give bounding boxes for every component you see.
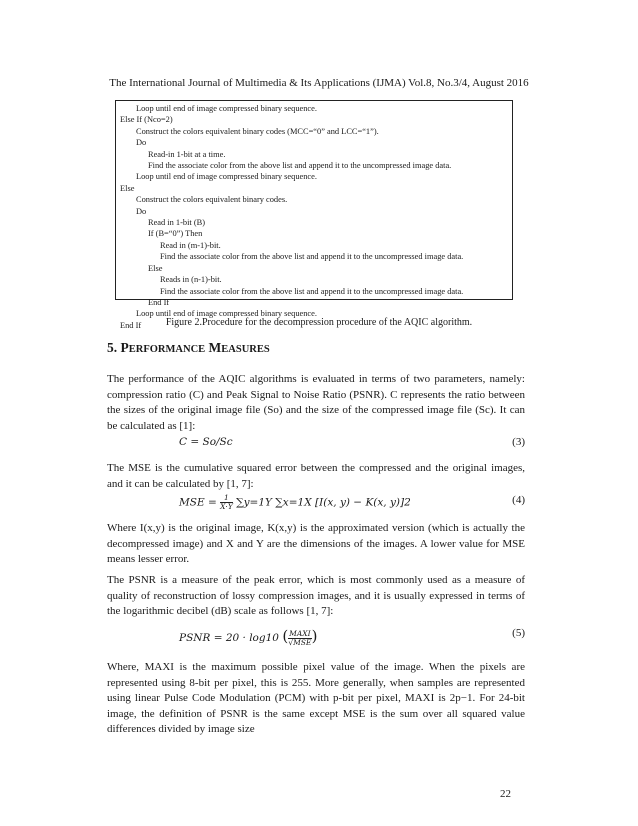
page-number: 22 [500,788,511,800]
algorithm-line: Find the associate color from the above list and append it to the uncompressed image data. [160,286,464,296]
journal-header: The International Journal of Multimedia & Its Applications (IJMA) Vol.8, No.3/4, August 2016 [109,77,529,89]
section-heading: 5. PERFORMANCE MEASURES [107,340,270,355]
algorithm-line: Construct the colors equivalent binary codes. [136,195,288,205]
algorithm-line: Find the associate color from the above list and append it to the uncompressed image data. [160,252,464,262]
equation-3 [107,436,525,456]
paragraph-compression-ratio: The performance of the AQIC algorithms is evaluated in terms of two parameters, namely: compression ratio (C) and Peak Signal to Noise Ratio (PSNR). C represents the ratio between the sizes of the original image file (So) and the size of the compressed image file (Sc). It can be calculated as [1]: [107,373,525,432]
figure-caption: Figure 2.Procedure for the decompression procedure of the AQIC algorithm. [165,317,473,328]
equation-4-number: (4) [512,494,525,506]
paragraph-mse: The MSE is the cumulative squared error between the compressed and the original images, and it can be calculated by [1, 7]: [107,462,525,490]
paragraph-where-ixy: Where I(x,y) is the original image, K(x,y) is the approximated version (which is actually the decompressed image) and X and Y are the dimensions of the images. A lower value for MSE means lesser error. [107,522,525,566]
equation-4 [107,494,525,514]
algorithm-line: Read in 1-bit (B) [148,218,205,228]
algorithm-line: Loop until end of image compressed binary sequence. [136,172,317,182]
paragraph-psnr: The PSNR is a measure of the peak error, which is most commonly used as a measure of quality of reconstruction of lossy compression images, and it is usually expressed in terms of the logarithmic decibel (dB) scale as follows [1, 7]: [107,574,525,618]
algorithm-line: Do [136,138,147,148]
algorithm-line: Reads in (n-1)-bit. [160,275,222,285]
equation-4-fraction: $\frac{1}{X\cdot Y}$ [220,493,233,511]
algorithm-line: Else [148,263,163,273]
algorithm-line: Else If (Nco=2) [120,115,173,125]
algorithm-line: If (B=“0”) Then [148,229,203,239]
equation-5-fraction: $\frac{\text{MAXI}}{\text{√MSE}}$ [288,628,312,647]
equation-4-body: MSE = $\frac{1}{X\cdot Y}$ ∑y=1Y ∑x=1X [I(x, y) − K(x, y)]2 [179,493,411,511]
algorithm-line: End If [120,320,142,330]
equation-3-body: C = So/Sc [179,436,233,448]
algorithm-line: Loop until end of image compressed binary sequence. [136,104,317,113]
algorithm-line: Read-in 1-bit at a time. [148,149,226,159]
algorithm-line: Read in (m-1)-bit. [160,240,221,250]
equation-5 [107,627,525,647]
equation-5-number: (5) [512,627,525,639]
algorithm-line: Do [136,206,147,216]
paragraph-maxi: Where, MAXI is the maximum possible pixel value of the image. When the pixels are represented using 8-bit per pixel, this is 255. More generally, when samples are represented using linear Pulse Code Modulation (PCM) with p-bit per pixel, MAXI is 2p−1. For 24-bit image, the definition of PSNR is the same except MSE is the sum over all squared value differences divided by image size [107,661,525,736]
algorithm-line: Find the associate color from the above list and append it to the uncompressed image data. [148,161,452,171]
equation-3-number: (3) [512,436,525,448]
equation-5-body: PSNR = 20 · log10 ( $\frac{\text{MAXI}}{\text{√MSE}}$ ) [179,627,318,647]
algorithm-line: Else [120,183,135,193]
algorithm-line: Loop until end of image compressed binary sequence. [136,309,317,319]
algorithm-line: Construct the colors equivalent binary codes (MCC=“0” and LCC=“1”). [136,126,379,136]
algorithm-line: End If [148,297,170,307]
